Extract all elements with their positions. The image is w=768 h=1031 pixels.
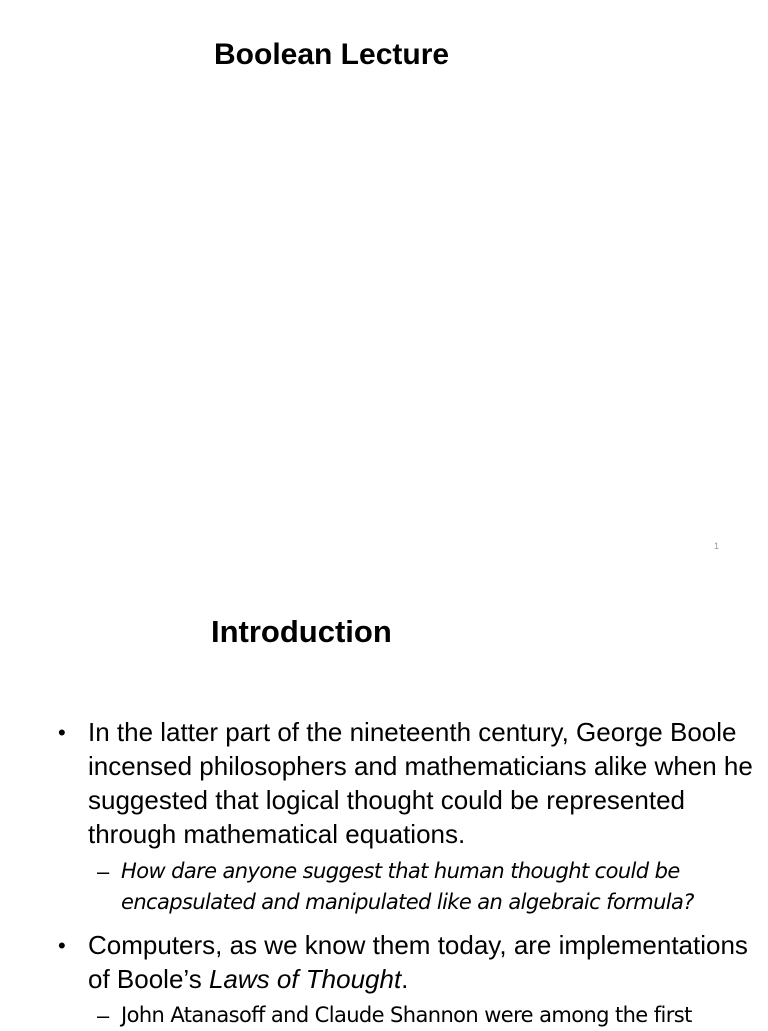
sub-bullet-text-1: How dare anyone suggest that human thought could be encapsulated and manipulated like an algebraic formula? [121, 859, 694, 914]
bullet-text-1: In the latter part of the nineteenth century, George Boole incensed philosophers and mathematicians alike when he suggested that logical thought could be represented through mathematical equations. [88, 717, 753, 849]
sub-bullet-text-2: John Atanasoff and Claude Shannon were among the first [121, 1003, 692, 1027]
bullet-glyph: • [58, 933, 66, 958]
page-number: 1 [714, 541, 720, 551]
slide-title-introduction: Introduction [211, 614, 392, 649]
bullet-text-2-plain: Computers, as we know them today, are implementations of Boole’s [88, 930, 748, 994]
bullet-glyph: • [58, 720, 66, 745]
dash-glyph: – [97, 1003, 110, 1028]
dash-glyph: – [97, 859, 110, 884]
slide-title-boolean-lecture: Boolean Lecture [214, 38, 450, 71]
laws-of-thought-title: Laws of Thought [208, 964, 402, 994]
bullet-text-2-end: . [401, 964, 409, 994]
bullet-text-2 [88, 928, 758, 996]
